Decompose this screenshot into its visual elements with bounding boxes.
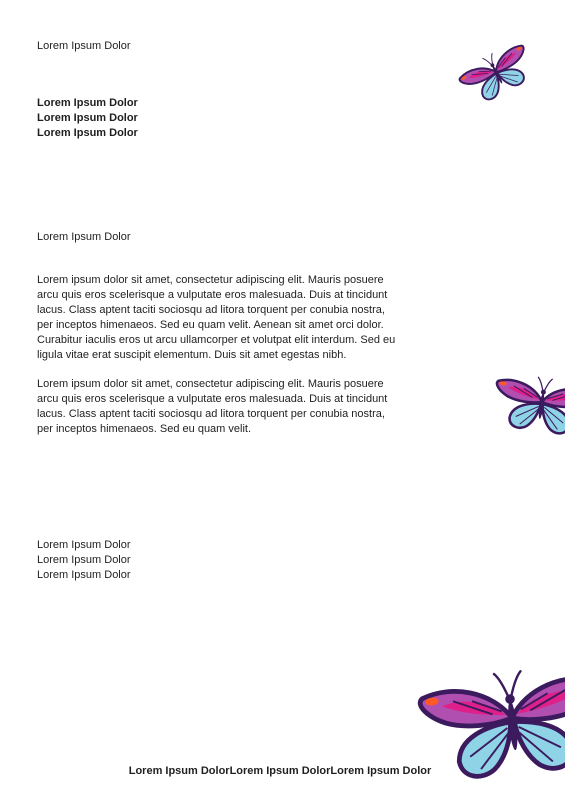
footer-item: Lorem Ipsum Dolor (330, 765, 432, 777)
closing-line: Lorem Ipsum Dolor (37, 539, 131, 551)
closing-line: Lorem Ipsum Dolor (37, 569, 131, 581)
recipient-line: Lorem Ipsum Dolor (37, 97, 138, 109)
body-paragraph: Lorem ipsum dolor sit amet, consectetur adipiscing elit. Mauris posuere arcu quis eros scelerisque a vulputate eros malesuada. Duis at tincidunt lacus. Class aptent taciti sociosqu ad litora torquent per conubia nostra, per inceptos himenaeos. Sed eu quam velit. Aenean sit amet orci dolor. Curabitur iaculis eros ut arcu ullamcorper et volutpat elit interdum. Sed eu ligula vitae erat suscipit elementum. Duis sit amet egestas nibh. (37, 274, 396, 361)
butterfly-icon (408, 650, 565, 785)
closing-line: Lorem Ipsum Dolor (37, 554, 131, 566)
letter-body (37, 273, 397, 451)
recipient-block (37, 96, 138, 141)
body-paragraph: Lorem ipsum dolor sit amet, consectetur adipiscing elit. Mauris posuere arcu quis eros scelerisque a vulputate eros malesuada. Duis at tincidunt lacus. Class aptent taciti sociosqu ad litora torquent per conubia nostra, per inceptos himenaeos. Sed eu quam velit. (37, 378, 388, 435)
recipient-line: Lorem Ipsum Dolor (37, 112, 138, 124)
closing-block (37, 538, 131, 583)
sender-name: Lorem Ipsum Dolor (37, 40, 131, 52)
butterfly-icon (482, 352, 565, 448)
footer-item: Lorem Ipsum Dolor (229, 765, 331, 777)
butterfly-icon (450, 34, 530, 106)
footer-item: Lorem Ipsum Dolor (128, 765, 230, 777)
salutation: Lorem Ipsum Dolor (37, 231, 131, 243)
recipient-line: Lorem Ipsum Dolor (37, 127, 138, 139)
